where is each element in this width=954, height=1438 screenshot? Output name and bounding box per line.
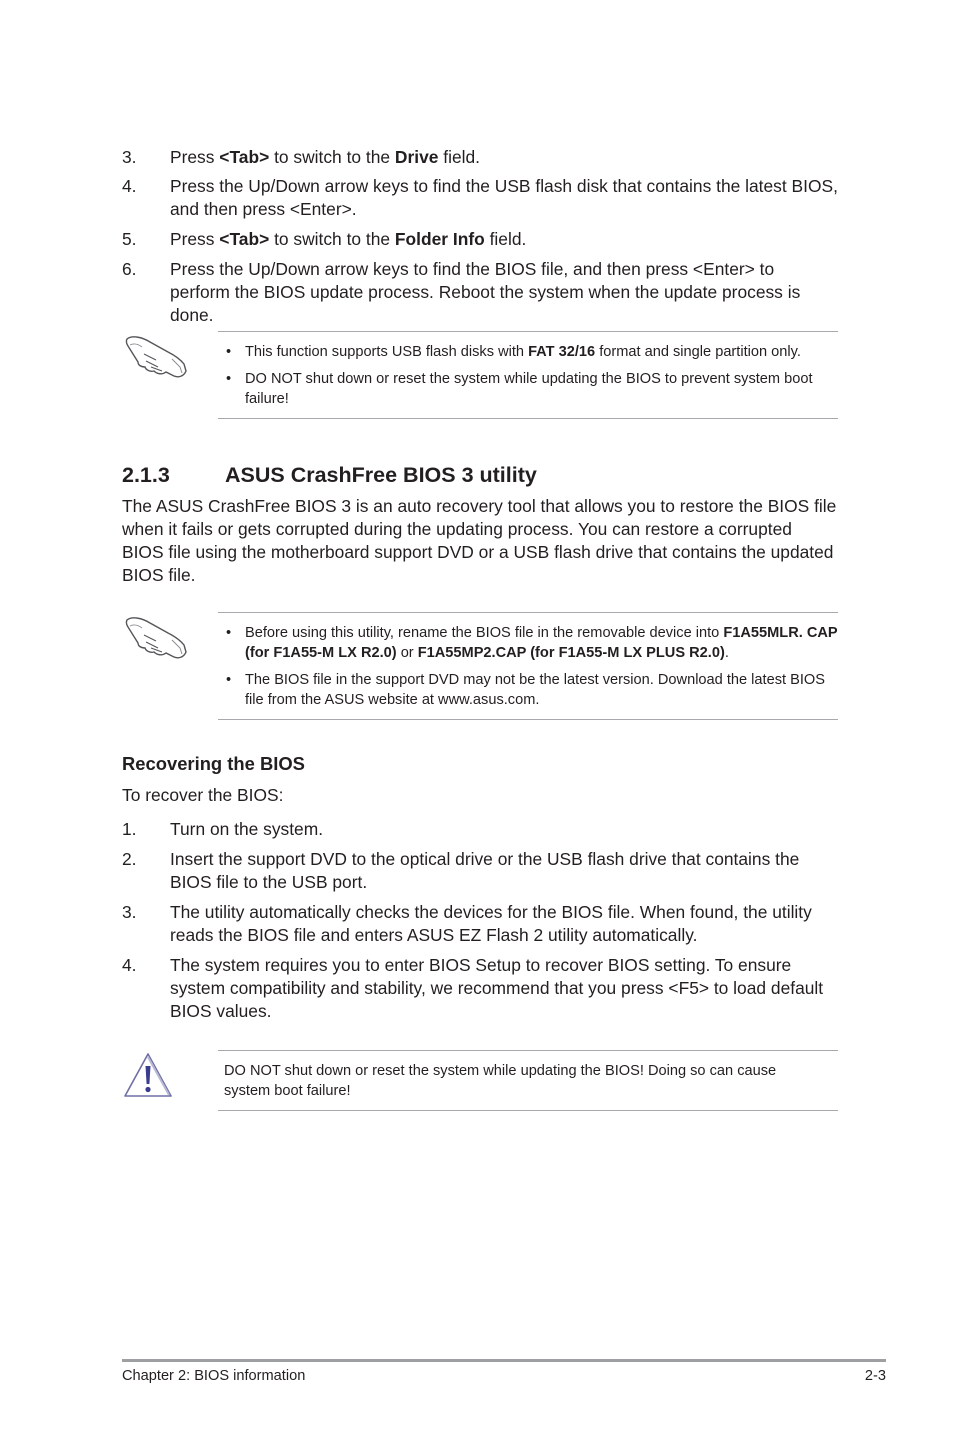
note-hand-icon xyxy=(124,331,188,383)
step-number: 6. xyxy=(122,259,137,279)
step-number: 4. xyxy=(122,955,137,975)
bullet: • xyxy=(226,344,232,360)
warning-triangle-icon xyxy=(123,1051,173,1099)
step-number: 2. xyxy=(122,849,137,869)
step-text: Turn on the system. xyxy=(170,819,324,839)
step-item xyxy=(122,818,838,841)
step-number: 4. xyxy=(122,176,137,196)
step-item xyxy=(122,228,838,251)
step-item xyxy=(122,848,838,894)
section-number: 2.1.3 xyxy=(122,463,170,487)
note-text: This function supports USB flash disks with FAT 32/16 format and single partition only. xyxy=(245,344,801,360)
step-number: 1. xyxy=(122,819,137,839)
note-text: The BIOS file in the support DVD may not be the latest version. Download the latest BIOS file from the ASUS website at www.asus.com. xyxy=(245,672,825,708)
step-text: Press the Up/Down arrow keys to find the USB flash disk that contains the latest BIOS, and then press <Enter>. xyxy=(170,176,838,219)
step-text: Press <Tab> to switch to the Folder Info field. xyxy=(170,229,527,249)
step-text: Insert the support DVD to the optical drive or the USB flash drive that contains the BIOS file to the USB port. xyxy=(170,849,800,892)
step-text: Press the Up/Down arrow keys to find the BIOS file, and then press <Enter> to perform the BIOS update process. Reboot the system when the update process is done. xyxy=(170,259,801,325)
footer-page-number: 2-3 xyxy=(864,1368,886,1384)
warning-divider xyxy=(218,1050,838,1051)
bullet: • xyxy=(226,672,232,688)
warning-divider xyxy=(218,1110,838,1111)
step-item xyxy=(122,954,838,1023)
footer-chapter: Chapter 2: BIOS information xyxy=(122,1368,306,1384)
note-item xyxy=(226,623,838,663)
step-item xyxy=(122,901,838,947)
section-heading xyxy=(122,460,537,490)
note-hand-icon xyxy=(124,612,188,664)
note-divider xyxy=(218,612,838,613)
note-item xyxy=(226,670,838,710)
step-number: 5. xyxy=(122,229,137,249)
recover-lead: To recover the BIOS: xyxy=(122,785,284,805)
subsection-heading: Recovering the BIOS xyxy=(122,753,305,774)
step-text: Press <Tab> to switch to the Drive field. xyxy=(170,147,481,167)
step-text: The system requires you to enter BIOS Setup to recover BIOS setting. To ensure system compatibility and stability, we recommend that you press <F5> to load default BIOS values. xyxy=(170,955,824,1021)
step-item xyxy=(122,146,838,169)
note-list xyxy=(226,623,838,710)
note-divider xyxy=(218,331,838,332)
bullet: • xyxy=(226,625,232,641)
section-title: ASUS CrashFree BIOS 3 utility xyxy=(225,463,537,487)
note-divider xyxy=(218,418,838,419)
bullet: • xyxy=(226,371,232,387)
footer-divider xyxy=(122,1359,886,1362)
step-text: The utility automatically checks the devices for the BIOS file. When found, the utility reads the BIOS file and enters ASUS EZ Flash 2 utility automatically. xyxy=(170,902,812,945)
note-item xyxy=(226,342,838,362)
section-intro: The ASUS CrashFree BIOS 3 is an auto recovery tool that allows you to restore the BIOS file when it fails or gets corrupted during the updating process. You can restore a corrupted BIOS file using the motherboard support DVD or a USB flash drive that contains the updated BIOS file. xyxy=(122,496,837,585)
note-list xyxy=(226,342,838,409)
note-divider xyxy=(218,719,838,720)
step-item xyxy=(122,258,838,327)
step-number: 3. xyxy=(122,902,137,922)
note-item xyxy=(226,369,838,409)
step-item xyxy=(122,175,838,221)
note-text: DO NOT shut down or reset the system while updating the BIOS to prevent system boot failure! xyxy=(245,371,813,407)
step-number: 3. xyxy=(122,147,137,167)
warning-text: DO NOT shut down or reset the system while updating the BIOS! Doing so can cause system boot failure! xyxy=(224,1063,777,1099)
note-text: Before using this utility, rename the BIOS file in the removable device into F1A55MLR. CAP (for F1A55-M LX R2.0) or F1A55MP2.CAP (for F1A55-M LX PLUS R2.0). xyxy=(245,625,838,661)
